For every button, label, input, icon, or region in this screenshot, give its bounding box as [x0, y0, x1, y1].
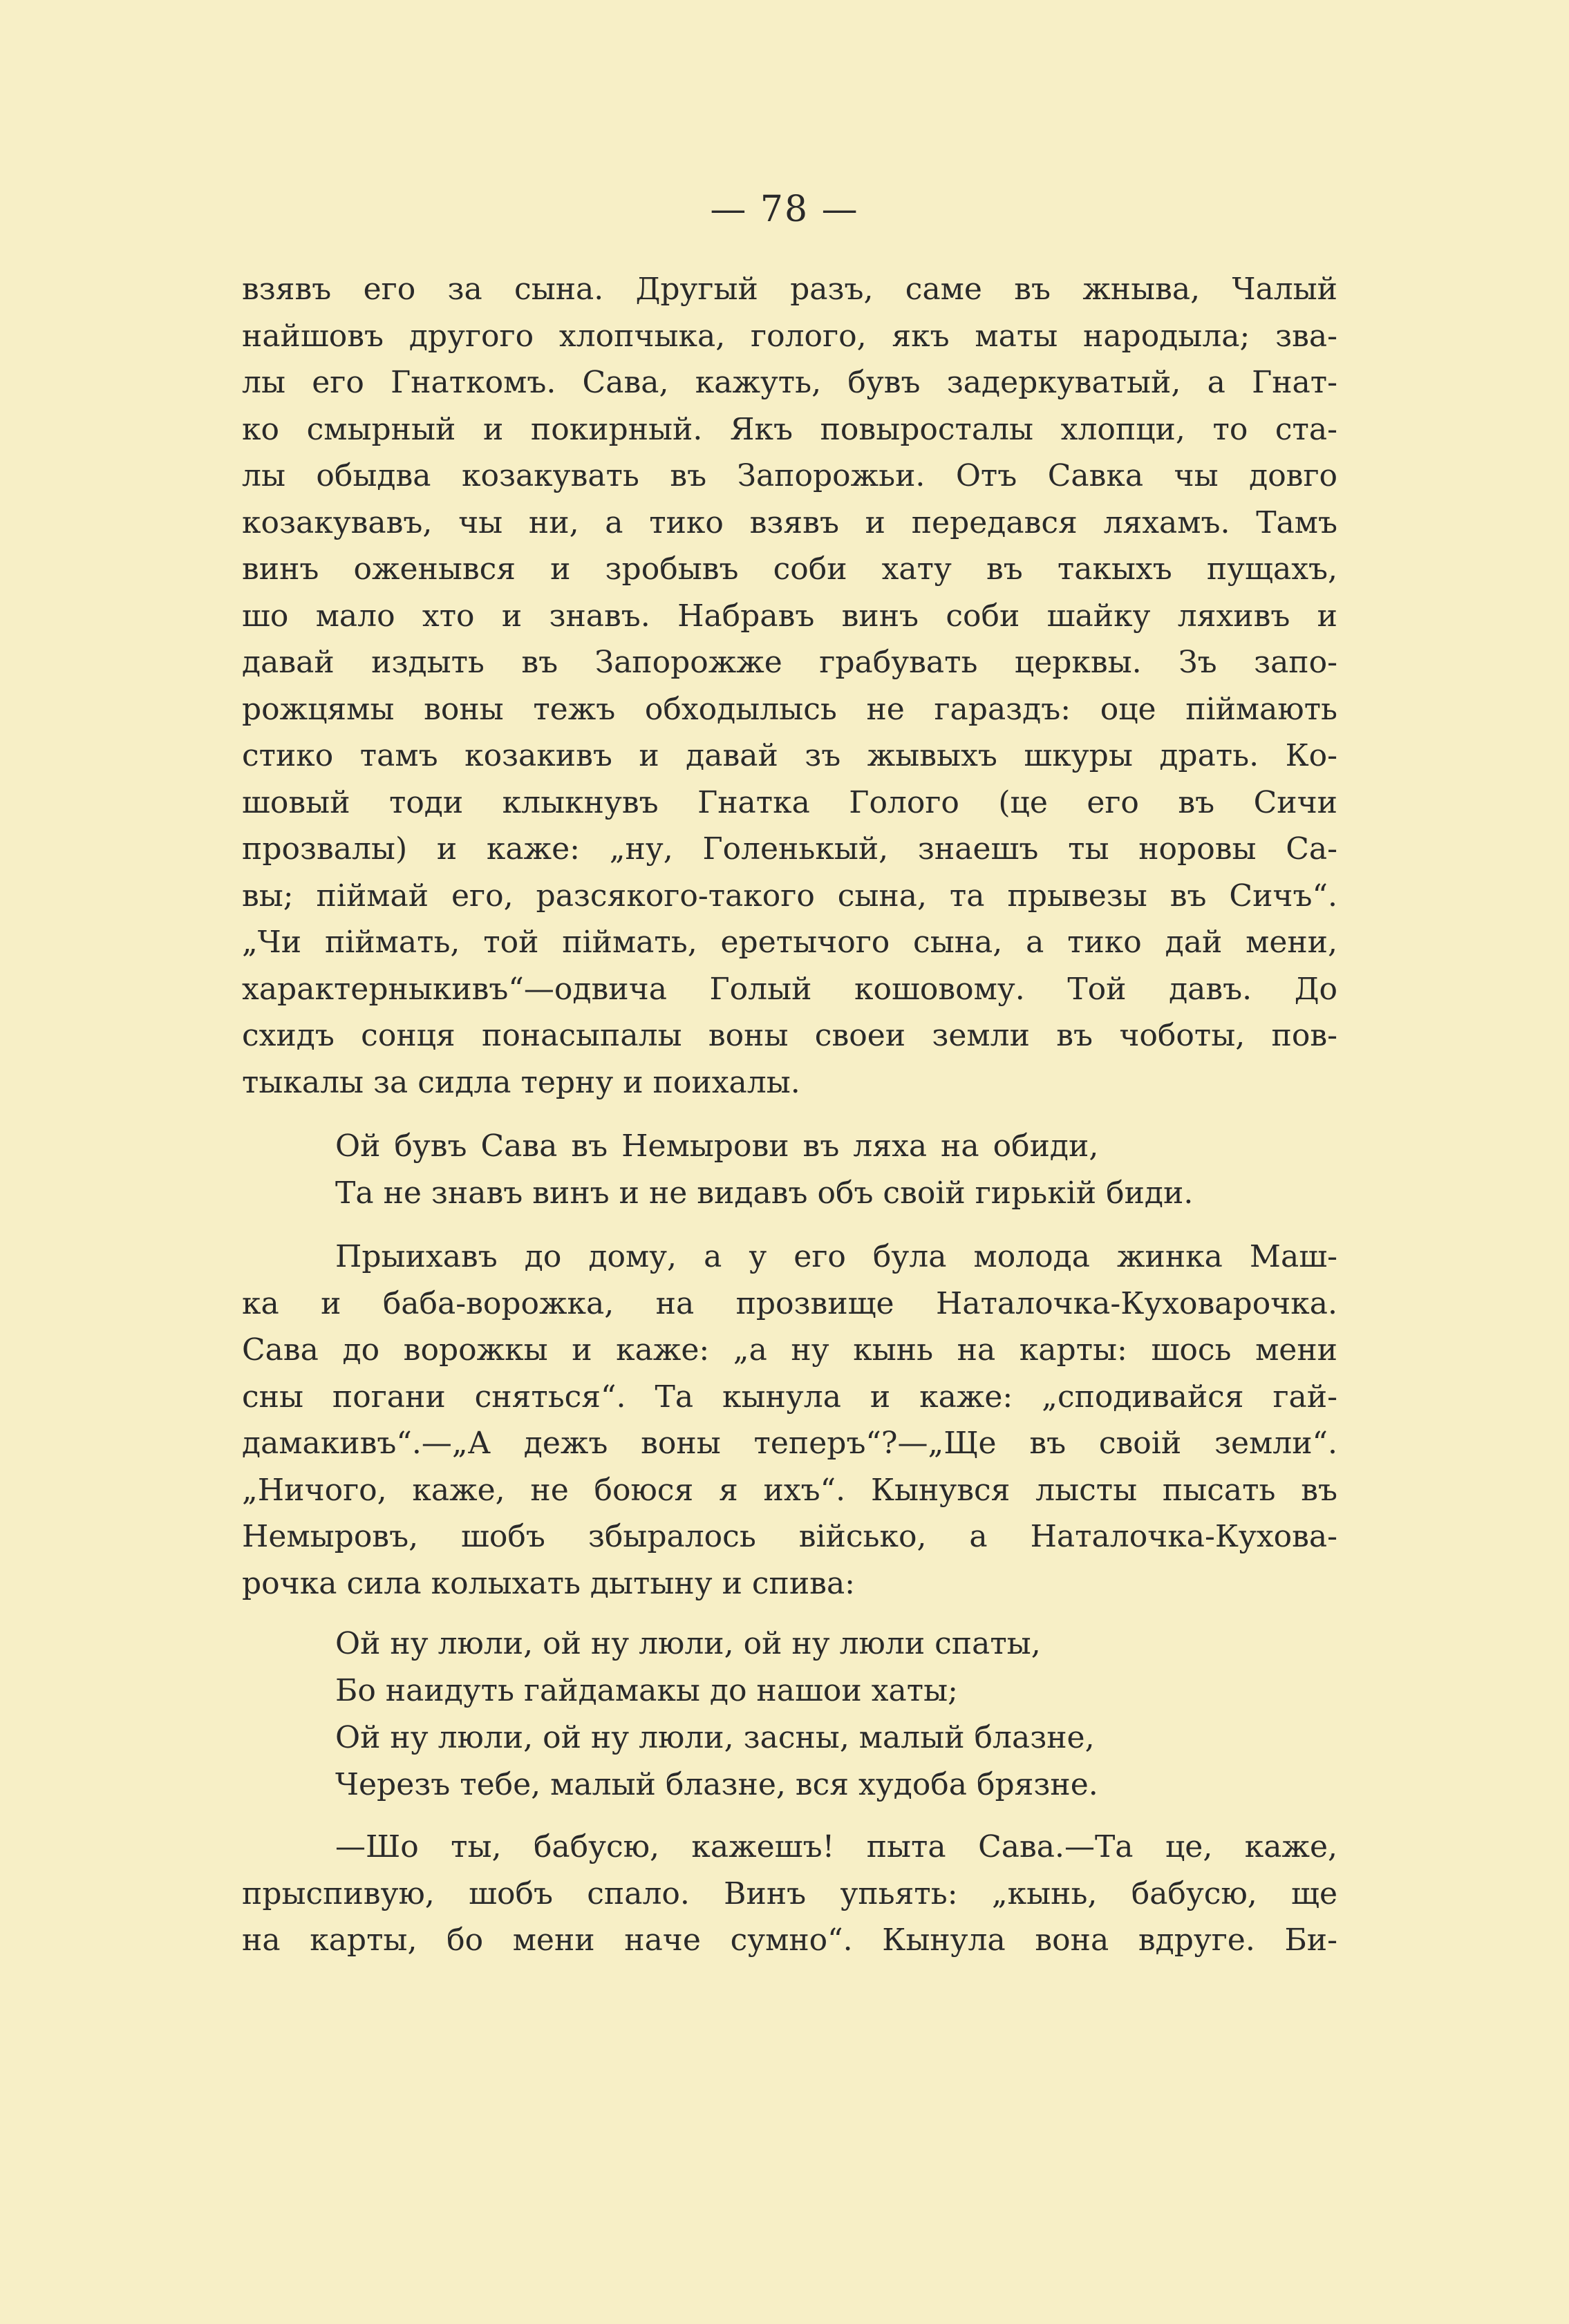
text-line: вы; піймай его, разсякого-такого сына, та прывезы въ Сичъ“.	[242, 878, 1337, 914]
text-line: лы его Гнаткомъ. Сава, кажуть, бувъ задеркуватый, а Гнат-	[242, 365, 1337, 400]
page-number: — 78 —	[710, 189, 859, 230]
text-line: ка и баба-ворожка, на прозвище Наталочка-Куховарочка.	[242, 1285, 1337, 1321]
verse-line: Ой бувъ Сава въ Немырови въ ляха на обиди,	[335, 1128, 1099, 1164]
paragraph-1	[242, 266, 1337, 1106]
verse-line: Бо наидуть гайдамакы до нашои хаты;	[335, 1673, 958, 1708]
text-line: схидъ сонця понасыпалы воны своеи земли въ чоботы, пов-	[242, 1018, 1337, 1053]
text-line: рочка сила колыхать дытыну и спива:	[242, 1565, 856, 1601]
text-line: найшовъ другого хлопчыка, голого, якъ маты народыла; зва-	[242, 318, 1337, 354]
verse-1	[242, 1123, 1337, 1216]
body-text	[242, 266, 1337, 1964]
text-line: „Ничого, каже, не боюся я ихъ“. Кынувся лысты пысать въ	[242, 1472, 1337, 1508]
paragraph-3	[242, 1824, 1337, 1964]
text-line: —Шо ты, бабусю, кажешъ! пыта Сава.—Та це, каже,	[335, 1829, 1337, 1864]
text-line: прыспивую, шобъ спало. Винъ упьять: „кынь, бабусю, ще	[242, 1876, 1337, 1911]
text-line: Сава до ворожкы и каже: „а ну кынь на карты: шось мени	[242, 1332, 1337, 1368]
text-line: взявъ его за сына. Другый разъ, саме въ жныва, Чалый	[242, 272, 1337, 307]
text-line: тыкалы за сидла терну и поихалы.	[242, 1064, 800, 1100]
text-line: давай издыть въ Запорожже грабувать церквы. Зъ запо-	[242, 645, 1337, 680]
text-line: дамакивъ“.—„А дежъ воны теперъ“?—„Ще въ своій земли“.	[242, 1426, 1337, 1461]
text-line: характерныкивъ“—одвича Голый кошовому. Той давъ. До	[242, 971, 1337, 1007]
text-line: винъ оженывся и зробывъ соби хату въ такыхъ пущахъ,	[242, 551, 1337, 587]
text-line: на карты, бо мени наче сумно“. Кынула вона вдруге. Би-	[242, 1923, 1337, 1958]
text-line: шо мало хто и знавъ. Набравъ винъ соби шайку ляхивъ и	[242, 598, 1337, 634]
verse-2	[242, 1621, 1337, 1808]
text-line: сны погани сняться“. Та кынула и каже: „сподивайся гай-	[242, 1379, 1337, 1415]
verse-line: Черезъ тебе, малый блазне, вся худоба брязне.	[335, 1767, 1098, 1802]
text-line: „Чи піймать, той піймать, еретычого сына, а тико дай мени,	[242, 925, 1337, 960]
text-line: прозвалы) и каже: „ну, Голенькый, знаешъ ты норовы Са-	[242, 831, 1337, 867]
text-line: ко смырный и покирный. Якъ повыросталы хлопци, то ста-	[242, 411, 1337, 447]
text-line: стико тамъ козакивъ и давай зъ жывыхъ шкуры драть. Ко-	[242, 738, 1337, 773]
text-line: шовый тоди клыкнувъ Гнатка Голого (це его въ Сичи	[242, 784, 1337, 820]
text-line: козакувавъ, чы ни, а тико взявъ и передався ляхамъ. Тамъ	[242, 504, 1337, 540]
text-line: рожцямы воны тежъ обходылысь не гараздъ: оце піймають	[242, 691, 1337, 727]
text-line: Прыихавъ до дому, а у его була молода жинка Маш-	[335, 1239, 1337, 1274]
paragraph-2	[242, 1234, 1337, 1607]
verse-line: Ой ну люли, ой ну люли, ой ну люли спаты,	[335, 1626, 1041, 1661]
text-line: лы обыдва козакувать въ Запорожьи. Отъ Савка чы довго	[242, 458, 1337, 493]
verse-line: Ой ну люли, ой ну люли, засны, малый блазне,	[335, 1720, 1095, 1755]
text-line: Немыровъ, шобъ збыралось військo, а Наталочка-Кухова-	[242, 1519, 1337, 1554]
verse-line: Та не знавъ винъ и не видавъ объ своій гирькій биди.	[335, 1175, 1194, 1211]
